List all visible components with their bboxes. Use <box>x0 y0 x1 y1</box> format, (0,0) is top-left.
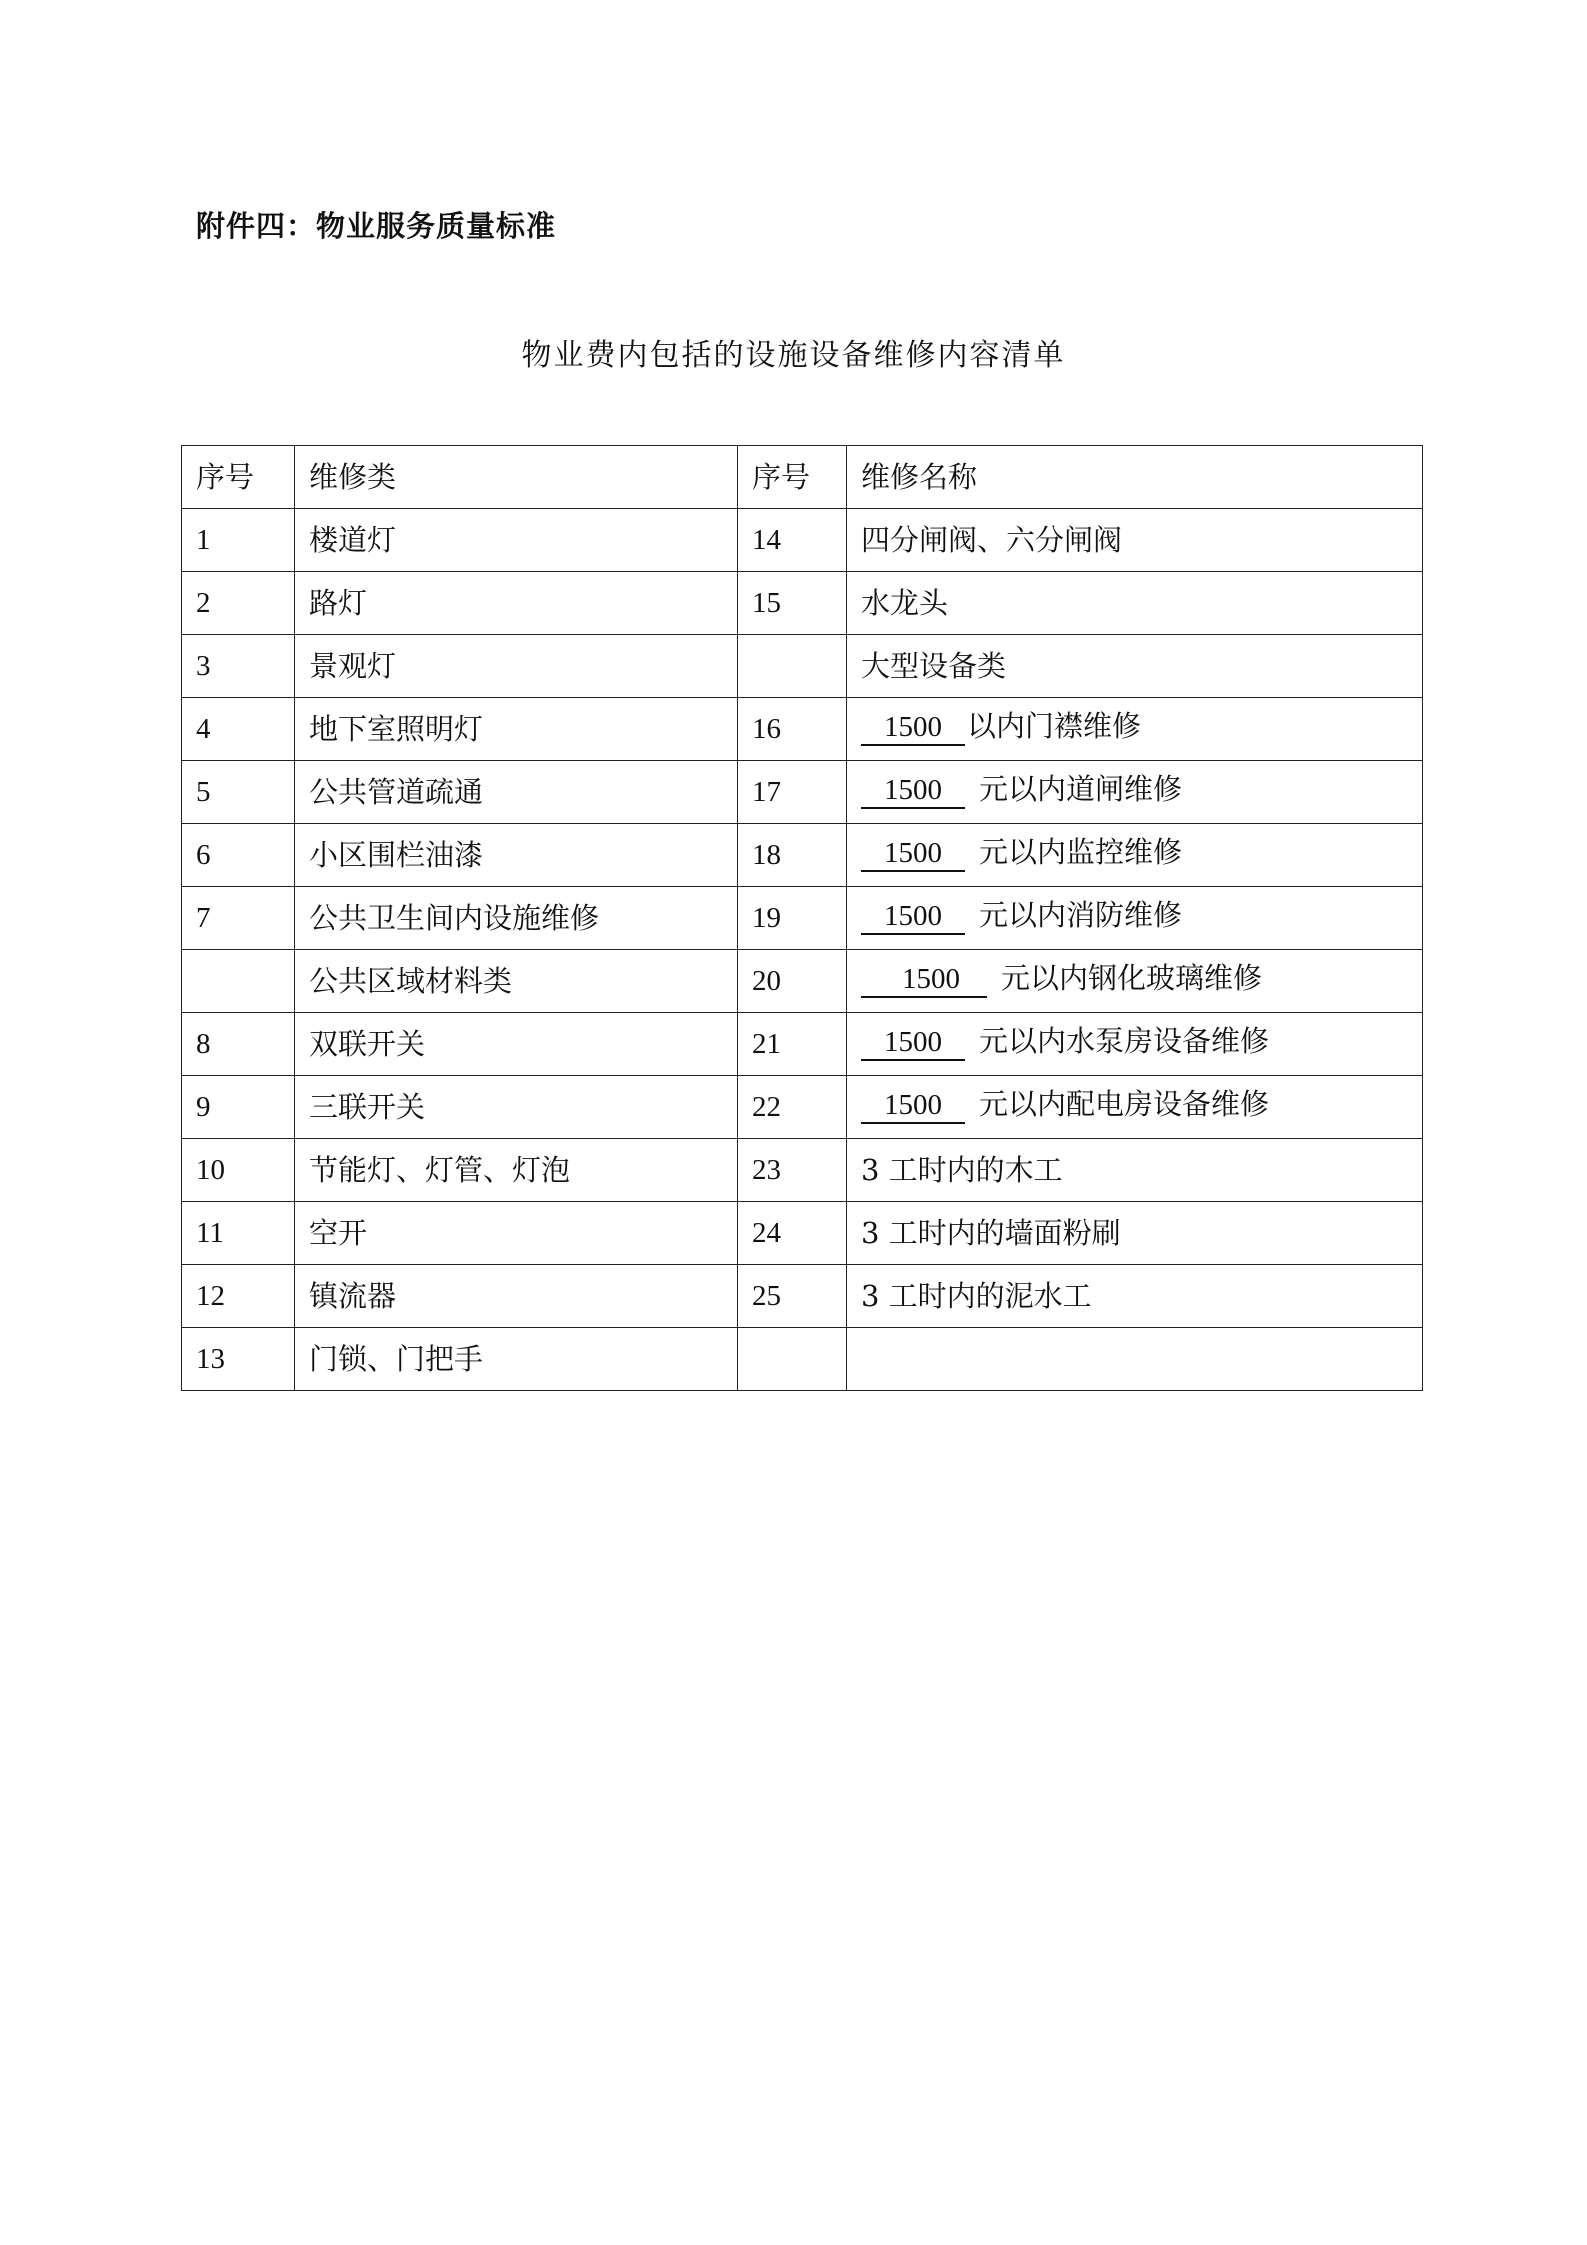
item-name-text: 水龙头 <box>861 585 949 620</box>
seq-cell-left: 1 <box>182 509 295 572</box>
seq-cell-left: 12 <box>182 1265 295 1328</box>
category-cell: 公共区域材料类 <box>295 950 738 1013</box>
seq-cell-right: 19 <box>738 887 847 950</box>
table-body <box>182 446 1423 1391</box>
seq-cell-left: 5 <box>182 761 295 824</box>
seq-cell-left: 10 <box>182 1139 295 1202</box>
seq-cell-left <box>182 950 295 1013</box>
table-row <box>182 950 1423 1013</box>
item-name-text: 大型设备类 <box>861 648 1007 683</box>
category-cell: 双联开关 <box>295 1013 738 1076</box>
seq-cell-right <box>738 1328 847 1391</box>
item-name-text: 以内门襟维修 <box>967 709 1142 744</box>
header-seq-2: 序号 <box>738 446 847 509</box>
amount-value: 1500 <box>861 1090 965 1124</box>
item-name-text: 四分闸阀、六分闸阀 <box>861 522 1123 557</box>
table-row <box>182 1328 1423 1391</box>
amount-value: 1500 <box>861 901 965 935</box>
table-row <box>182 824 1423 887</box>
amount-value: 1500 <box>861 712 965 746</box>
seq-cell-left: 11 <box>182 1202 295 1265</box>
item-name-cell <box>847 1265 1423 1328</box>
amount-value: 1500 <box>861 964 987 998</box>
category-cell: 节能灯、灯管、灯泡 <box>295 1139 738 1202</box>
seq-cell-right: 16 <box>738 698 847 761</box>
item-name-cell <box>847 1139 1423 1202</box>
table-row <box>182 887 1423 950</box>
item-name-cell <box>847 887 1423 950</box>
item-name-cell <box>847 572 1423 635</box>
amount-value: 1500 <box>861 838 965 872</box>
item-name-text: 3 工时内的墙面粉刷 <box>861 1215 1121 1250</box>
table-row <box>182 635 1423 698</box>
item-name-text: 3 工时内的木工 <box>861 1152 1063 1187</box>
seq-cell-right: 14 <box>738 509 847 572</box>
seq-cell-right: 25 <box>738 1265 847 1328</box>
header-seq-1: 序号 <box>182 446 295 509</box>
category-cell: 路灯 <box>295 572 738 635</box>
seq-cell-left: 7 <box>182 887 295 950</box>
category-cell: 地下室照明灯 <box>295 698 738 761</box>
seq-cell-right: 15 <box>738 572 847 635</box>
table-row <box>182 761 1423 824</box>
item-name-cell <box>847 761 1423 824</box>
seq-cell-right: 24 <box>738 1202 847 1265</box>
seq-cell-left: 13 <box>182 1328 295 1391</box>
seq-cell-left: 2 <box>182 572 295 635</box>
amount-value: 1500 <box>861 1027 965 1061</box>
item-name-cell <box>847 698 1423 761</box>
maintenance-table <box>181 445 1423 1391</box>
seq-cell-right: 21 <box>738 1013 847 1076</box>
table-row <box>182 1139 1423 1202</box>
amount-value: 1500 <box>861 775 965 809</box>
category-cell: 景观灯 <box>295 635 738 698</box>
seq-cell-right: 23 <box>738 1139 847 1202</box>
seq-cell-left: 4 <box>182 698 295 761</box>
header-category: 维修类 <box>295 446 738 509</box>
table-title: 物业费内包括的设施设备维修内容清单 <box>521 338 1066 373</box>
category-cell: 楼道灯 <box>295 509 738 572</box>
category-cell: 公共管道疏通 <box>295 761 738 824</box>
category-cell: 门锁、门把手 <box>295 1328 738 1391</box>
table-row <box>182 1265 1423 1328</box>
table-row <box>182 1013 1423 1076</box>
seq-cell-left: 3 <box>182 635 295 698</box>
item-name-cell <box>847 635 1423 698</box>
table-row <box>182 509 1423 572</box>
category-cell: 小区围栏油漆 <box>295 824 738 887</box>
item-name-cell <box>847 1328 1423 1391</box>
category-cell: 公共卫生间内设施维修 <box>295 887 738 950</box>
item-name-text: 元以内钢化玻璃维修 <box>1001 961 1263 996</box>
item-name-text: 3 工时内的泥水工 <box>861 1278 1092 1313</box>
table-row <box>182 1076 1423 1139</box>
category-cell: 空开 <box>295 1202 738 1265</box>
seq-cell-right <box>738 635 847 698</box>
seq-cell-left: 9 <box>182 1076 295 1139</box>
item-name-cell <box>847 824 1423 887</box>
table-header-row <box>182 446 1423 509</box>
item-name-text: 元以内水泵房设备维修 <box>979 1024 1270 1059</box>
seq-cell-left: 6 <box>182 824 295 887</box>
item-name-text: 元以内消防维修 <box>979 898 1183 933</box>
category-cell: 三联开关 <box>295 1076 738 1139</box>
seq-cell-left: 8 <box>182 1013 295 1076</box>
item-name-text: 元以内道闸维修 <box>979 772 1183 807</box>
category-cell: 镇流器 <box>295 1265 738 1328</box>
seq-cell-right: 20 <box>738 950 847 1013</box>
item-name-cell <box>847 1076 1423 1139</box>
table-row <box>182 698 1423 761</box>
seq-cell-right: 18 <box>738 824 847 887</box>
item-name-text: 元以内监控维修 <box>979 835 1183 870</box>
seq-cell-right: 22 <box>738 1076 847 1139</box>
table-row <box>182 572 1423 635</box>
item-name-cell <box>847 509 1423 572</box>
item-name-cell <box>847 950 1423 1013</box>
item-name-cell <box>847 1202 1423 1265</box>
header-item-name: 维修名称 <box>847 446 1423 509</box>
page-heading: 附件四：物业服务质量标准 <box>196 209 557 243</box>
table-row <box>182 1202 1423 1265</box>
seq-cell-right: 17 <box>738 761 847 824</box>
item-name-text: 元以内配电房设备维修 <box>979 1087 1270 1122</box>
item-name-cell <box>847 1013 1423 1076</box>
